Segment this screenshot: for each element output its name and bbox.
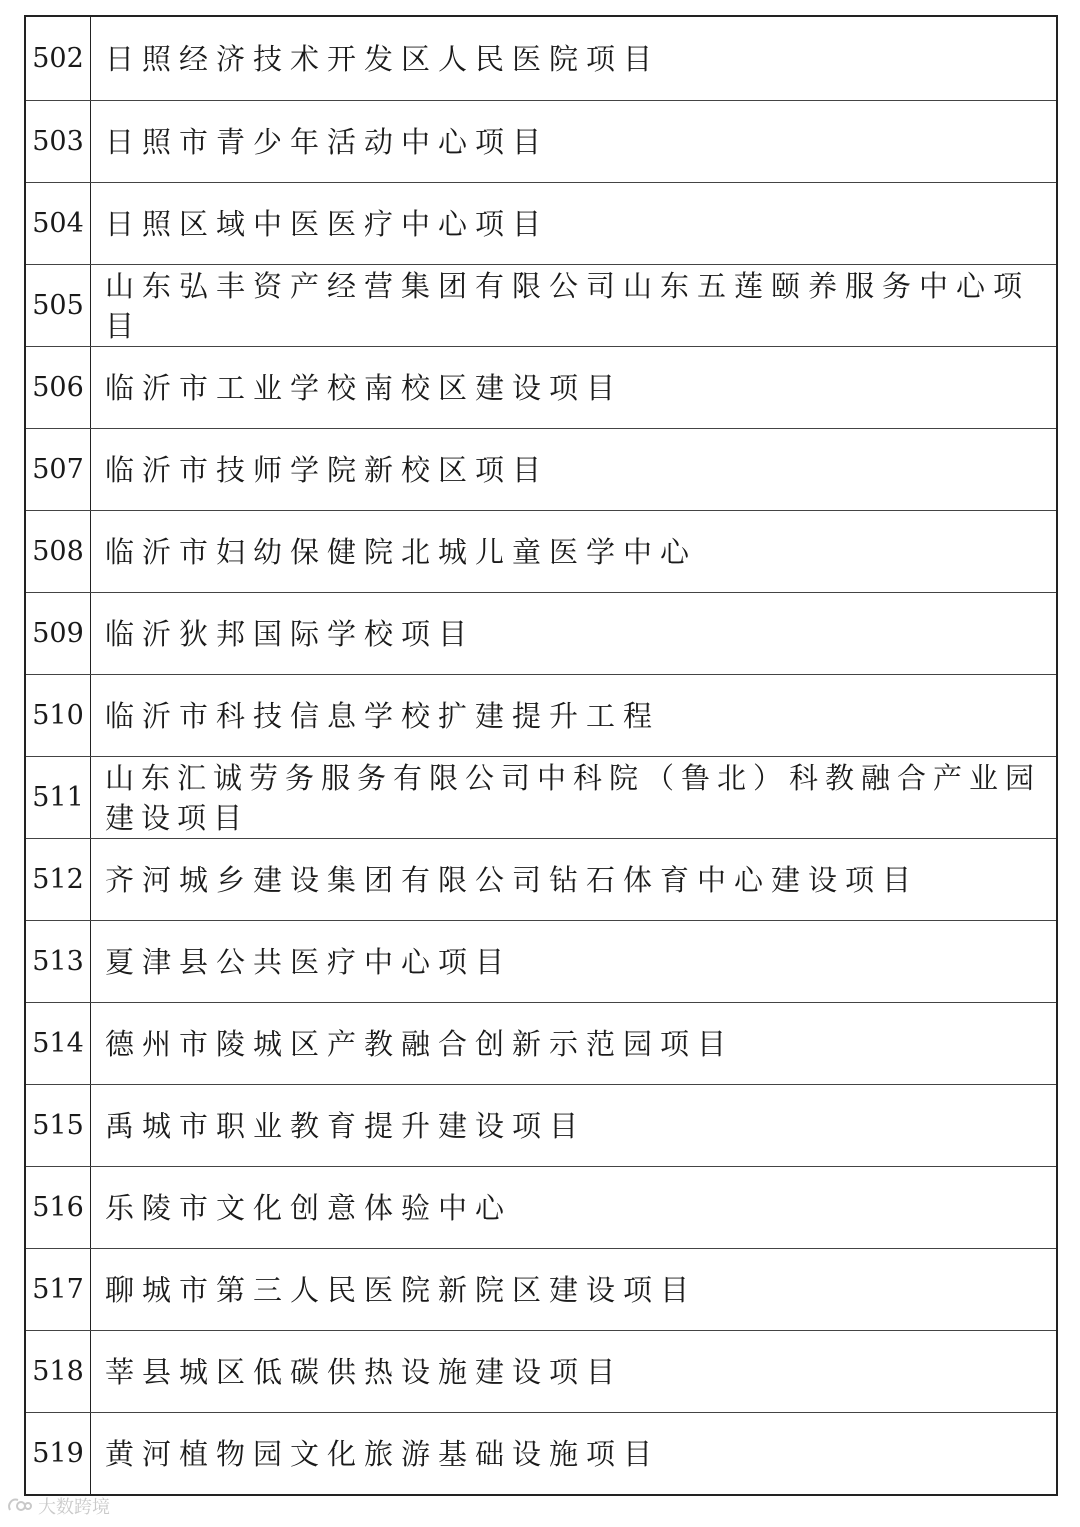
table-row (26, 100, 1056, 182)
row-number: 512 (26, 839, 91, 920)
table-row (26, 17, 1056, 100)
project-name: 聊城市第三人民医院新院区建设项目 (105, 1272, 698, 1307)
row-number: 510 (26, 675, 91, 756)
project-name: 黄河植物园文化旅游基础设施项目 (105, 1436, 661, 1471)
table-row (26, 346, 1056, 428)
row-number: 506 (26, 347, 91, 428)
table-row (26, 592, 1056, 674)
table-row (26, 674, 1056, 756)
row-number: 504 (26, 183, 91, 264)
row-number: 507 (26, 429, 91, 510)
table-row (26, 182, 1056, 264)
project-table (24, 15, 1058, 1496)
row-number: 514 (26, 1003, 91, 1084)
table-row (26, 428, 1056, 510)
project-name: 临沂市妇幼保健院北城儿童医学中心 (105, 534, 698, 569)
row-number: 508 (26, 511, 91, 592)
row-number: 516 (26, 1167, 91, 1248)
project-name: 临沂市工业学校南校区建设项目 (105, 370, 624, 405)
project-name: 临沂市科技信息学校扩建提升工程 (105, 698, 661, 733)
table-row (26, 1002, 1056, 1084)
table-row (26, 1412, 1056, 1494)
project-name: 德州市陵城区产教融合创新示范园项目 (105, 1026, 735, 1061)
table-row (26, 1330, 1056, 1412)
project-name: 乐陵市文化创意体验中心 (105, 1190, 513, 1225)
table-row (26, 1084, 1056, 1166)
row-number: 503 (26, 101, 91, 182)
row-number: 513 (26, 921, 91, 1002)
project-name: 日照市青少年活动中心项目 (105, 124, 550, 159)
project-name: 山东汇诚劳务服务有限公司中科院（鲁北）科教融合产业园建设项目 (105, 760, 1042, 835)
watermark-text: 大数跨境 (38, 1497, 110, 1518)
table-row (26, 1248, 1056, 1330)
table-row (26, 264, 1056, 346)
table-row (26, 838, 1056, 920)
row-number: 505 (26, 265, 91, 346)
table-row (26, 510, 1056, 592)
row-number: 511 (26, 757, 91, 838)
project-name: 山东弘丰资产经营集团有限公司山东五莲颐养服务中心项目 (105, 268, 1031, 343)
row-number: 515 (26, 1085, 91, 1166)
table-row (26, 756, 1056, 838)
project-name: 莘县城区低碳供热设施建设项目 (105, 1354, 624, 1389)
table-row (26, 920, 1056, 1002)
row-number: 509 (26, 593, 91, 674)
project-name: 禹城市职业教育提升建设项目 (105, 1108, 587, 1143)
project-name: 日照经济技术开发区人民医院项目 (105, 41, 661, 76)
row-number: 518 (26, 1331, 91, 1412)
project-name: 夏津县公共医疗中心项目 (105, 944, 513, 979)
row-number: 519 (26, 1413, 91, 1494)
row-number: 502 (26, 17, 91, 100)
watermark-logo-icon (6, 1496, 32, 1516)
project-name: 临沂狄邦国际学校项目 (105, 616, 476, 651)
project-name: 日照区域中医医疗中心项目 (105, 206, 550, 241)
watermark (6, 1493, 110, 1519)
row-number: 517 (26, 1249, 91, 1330)
project-name: 齐河城乡建设集团有限公司钻石体育中心建设项目 (105, 862, 920, 897)
project-name: 临沂市技师学院新校区项目 (105, 452, 550, 487)
table-row (26, 1166, 1056, 1248)
